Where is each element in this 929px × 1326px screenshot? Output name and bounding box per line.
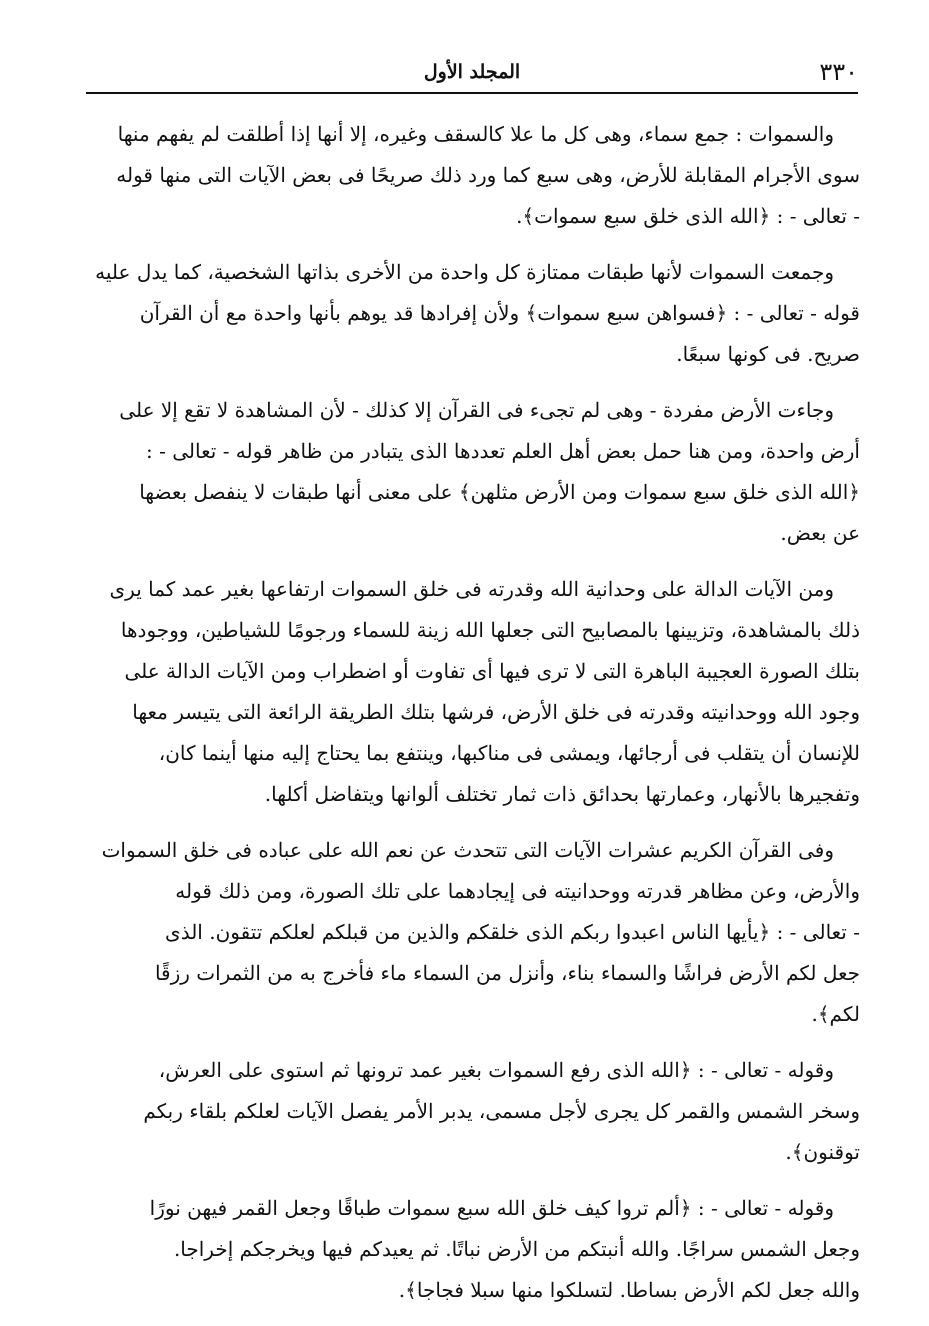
text-line: صريح. فى كونها سبعًا.: [676, 342, 860, 366]
text-line: وقوله - تعالى - : ﴿الله الذى رفع السموات بغير عمد ترونها ثم استوى على العرش،: [158, 1058, 834, 1082]
text-line: توقنون﴾.: [785, 1140, 860, 1164]
paragraph-heavens-plural: [80, 252, 860, 375]
text-line: - تعالى - : ﴿يأيها الناس اعبدوا ربكم الذى خلقكم والذين من قبلكم لعلكم تتقون. الذى: [165, 920, 860, 944]
text-line: وجود الله ووحدانيته وقدرته فى خلق الأرض، فرشها بتلك الطريقة الرائعة التى يتيسر معها: [132, 700, 860, 724]
paragraph-signs-of-god: [80, 569, 860, 815]
text-line: ومن الآيات الدالة على وحدانية الله وقدرته فى خلق السموات ارتفاعها بغير عمد كما يرى: [109, 577, 834, 601]
text-line: قوله - تعالى - : ﴿فسواهن سبع سموات﴾ ولأن إفرادها قد يوهم بأنها واحدة مع أن القرآن: [139, 301, 860, 325]
text-line: جعل لكم الأرض فراشًا والسماء بناء، وأنزل من السماء ماء فأخرج به من الثمرات رزقًا: [154, 961, 860, 985]
volume-title: المجلد الأول: [423, 61, 521, 83]
text-line: بتلك الصورة العجيبة الباهرة التى لا ترى فيها أى تفاوت أو اضطراب ومن الآيات الدالة على: [124, 659, 860, 683]
text-line: وجمعت السموات لأنها طبقات ممتازة كل واحدة من الأخرى بذاتها الشخصية، كما يدل عليه: [95, 260, 834, 284]
text-line: وسخر الشمس والقمر كل يجرى لأجل مسمى، يدبر الأمر يفصل الآيات لعلكم بلقاء ربكم: [143, 1099, 860, 1123]
text-line: وجعل الشمس سراجًا. والله أنبتكم من الأرض نباتًا. ثم يعيدكم فيها ويخرجكم إخراجا.: [173, 1237, 860, 1261]
text-line: للإنسان أن يتقلب فى أرجائها، ويمشى فى مناكبها، وينتفع بما يحتاج إليه منها أينما كان،: [158, 741, 860, 765]
text-line: وفى القرآن الكريم عشرات الآيات التى تتحدث عن نعم الله على عباده فى خلق السموات: [101, 838, 834, 862]
text-line: والأرض، وعن مظاهر قدرته ووحدانيته فى إيجادهما على تلك الصورة، ومن ذلك قوله: [175, 879, 860, 903]
paragraph-heavens-definition: [80, 114, 860, 237]
text-line: سوى الأجرام المقابلة للأرض، وهى سبع كما ورد ذلك صريحًا فى بعض الآيات التى منها قوله: [116, 163, 860, 187]
text-line: والسموات : جمع سماء، وهى كل ما علا كالسقف وغيره، إلا أنها إذا أطلقت لم يفهم منها: [117, 122, 834, 146]
text-line: عن بعض.: [780, 521, 860, 545]
running-header: [86, 52, 858, 92]
text-line: وجاءت الأرض مفردة - وهى لم تجىء فى القرآن إلا كذلك - لأن المشاهدة لا تقع إلا على: [119, 398, 834, 422]
text-line: ﴿الله الذى خلق سبع سموات ومن الأرض مثلهن﴾ على معنى أنها طبقات لا ينفصل بعضها: [139, 480, 860, 504]
paragraph-quran-verses: [80, 830, 860, 1035]
paragraph-seven-heavens: [80, 1188, 860, 1311]
header-rule: [86, 92, 858, 94]
body-text: [80, 114, 860, 1326]
text-line: أرض واحدة، ومن هنا حمل بعض أهل العلم تعددها الذى يتبادر من ظاهر قوله - تعالى - :: [146, 439, 860, 463]
text-line: وقوله - تعالى - : ﴿ألم تروا كيف خلق الله سبع سموات طباقًا وجعل القمر فيهن نورًا: [149, 1196, 834, 1220]
page-number: ٣٣٠: [819, 58, 858, 86]
text-line: ذلك بالمشاهدة، وتزيينها بالمصابيح التى جعلها الله زينة للسماء ورجومًا للشياطين، ووجودها: [120, 618, 860, 642]
text-line: لكم﴾.: [811, 1002, 860, 1026]
text-line: وتفجيرها بالأنهار، وعمارتها بحدائق ذات ثمار تختلف ألوانها ويتفاضل أكلها.: [264, 782, 860, 806]
paragraph-raised-heavens: [80, 1050, 860, 1173]
text-line: والله جعل لكم الأرض بساطا. لتسلكوا منها سبلا فجاجا﴾.: [398, 1278, 860, 1302]
paragraph-earth-singular: [80, 390, 860, 554]
text-line: - تعالى - : ﴿الله الذى خلق سبع سموات﴾.: [516, 204, 860, 228]
